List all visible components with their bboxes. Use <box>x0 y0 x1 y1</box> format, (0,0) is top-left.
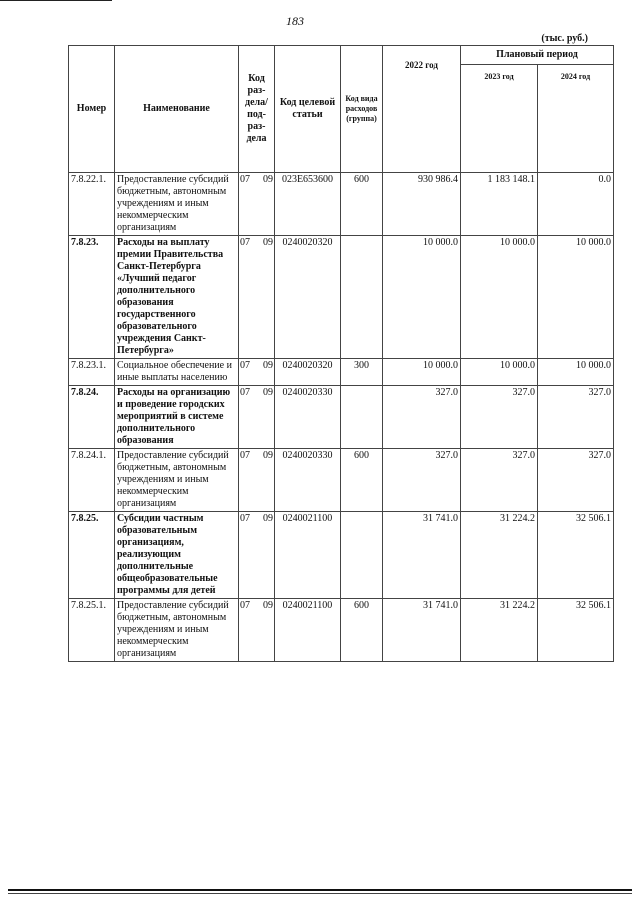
page-number: 183 <box>286 14 304 28</box>
row-name: Предоставление субсидий бюджетным, автономным учреждениям и иным некоммерческим организациям <box>115 173 239 236</box>
row-target-code: 0240020320 <box>275 359 341 386</box>
row-value-2022: 10 000.0 <box>383 236 461 359</box>
row-subsection: 09 <box>263 387 273 398</box>
header-year-2024: 2024 год <box>538 65 614 173</box>
row-subsection: 09 <box>263 360 273 371</box>
row-value-2024: 32 506.1 <box>538 512 614 599</box>
row-subsection: 09 <box>263 600 273 611</box>
units-label: (тыс. руб.) <box>541 33 588 44</box>
row-number: 7.8.24.1. <box>69 449 115 512</box>
row-value-2023: 327.0 <box>461 386 538 449</box>
row-section: 07 <box>240 387 250 398</box>
row-name: Социальное обеспечение и иные выплаты населению <box>115 359 239 386</box>
row-expense-code: 600 <box>341 599 383 662</box>
row-section: 07 <box>240 174 250 185</box>
header-section-code: Код раз-дела/ под-раз-дела <box>239 46 275 173</box>
row-target-code: 0240020330 <box>275 386 341 449</box>
row-section-code <box>239 599 275 662</box>
row-number: 7.8.24. <box>69 386 115 449</box>
row-value-2023: 1 183 148.1 <box>461 173 538 236</box>
row-value-2023: 10 000.0 <box>461 359 538 386</box>
header-year-2023: 2023 год <box>461 65 538 173</box>
table-row <box>69 359 614 386</box>
row-subsection: 09 <box>263 513 273 524</box>
row-subsection: 09 <box>263 237 273 248</box>
row-expense-code <box>341 512 383 599</box>
header-number: Номер <box>69 46 115 173</box>
row-value-2024: 0.0 <box>538 173 614 236</box>
row-section: 07 <box>240 360 250 371</box>
row-value-2024: 327.0 <box>538 449 614 512</box>
row-expense-code: 600 <box>341 173 383 236</box>
row-value-2022: 327.0 <box>383 449 461 512</box>
row-section-code <box>239 386 275 449</box>
row-value-2022: 31 741.0 <box>383 599 461 662</box>
top-rule <box>0 0 112 1</box>
table-row <box>69 599 614 662</box>
row-target-code: 0240020330 <box>275 449 341 512</box>
header-row <box>69 46 614 65</box>
header-name: Наименование <box>115 46 239 173</box>
row-number: 7.8.25.1. <box>69 599 115 662</box>
bottom-rule <box>8 889 632 891</box>
row-value-2024: 10 000.0 <box>538 236 614 359</box>
row-value-2024: 327.0 <box>538 386 614 449</box>
row-subsection: 09 <box>263 450 273 461</box>
row-value-2022: 10 000.0 <box>383 359 461 386</box>
row-number: 7.8.22.1. <box>69 173 115 236</box>
row-section-code <box>239 173 275 236</box>
header-target-code: Код целевой статьи <box>275 46 341 173</box>
row-expense-code: 300 <box>341 359 383 386</box>
row-section: 07 <box>240 237 250 248</box>
row-subsection: 09 <box>263 174 273 185</box>
row-value-2023: 31 224.2 <box>461 599 538 662</box>
row-name: Расходы на организацию и проведение городских мероприятий в системе дополнительного образования <box>115 386 239 449</box>
row-target-code: 0240021100 <box>275 599 341 662</box>
row-name: Субсидии частным образовательным организациям, реализующим дополнительные общеобразовательные программы для детей <box>115 512 239 599</box>
row-target-code: 0240021100 <box>275 512 341 599</box>
header-year-2022: 2022 год <box>383 46 461 173</box>
row-value-2023: 327.0 <box>461 449 538 512</box>
row-section: 07 <box>240 513 250 524</box>
row-section-code <box>239 512 275 599</box>
row-name: Предоставление субсидий бюджетным, автономным учреждениям и иным некоммерческим организациям <box>115 599 239 662</box>
row-section-code <box>239 449 275 512</box>
row-number: 7.8.25. <box>69 512 115 599</box>
row-value-2022: 31 741.0 <box>383 512 461 599</box>
budget-table <box>68 45 614 662</box>
row-value-2024: 10 000.0 <box>538 359 614 386</box>
table-row <box>69 449 614 512</box>
table-row <box>69 173 614 236</box>
row-section: 07 <box>240 450 250 461</box>
header-expense-code: Код вида расходов (группа) <box>341 46 383 173</box>
row-value-2023: 10 000.0 <box>461 236 538 359</box>
row-expense-code <box>341 236 383 359</box>
bottom-rule-thin <box>8 893 632 894</box>
row-section-code <box>239 236 275 359</box>
row-section-code <box>239 359 275 386</box>
row-section: 07 <box>240 600 250 611</box>
row-value-2022: 930 986.4 <box>383 173 461 236</box>
row-target-code: 023E653600 <box>275 173 341 236</box>
header-planning-period: Плановый период <box>461 46 614 65</box>
row-name: Расходы на выплату премии Правительства Санкт-Петербурга «Лучший педагог дополнительного образования государственного образовательного учреждения Санкт-Петербурга» <box>115 236 239 359</box>
row-number: 7.8.23. <box>69 236 115 359</box>
row-target-code: 0240020320 <box>275 236 341 359</box>
row-value-2022: 327.0 <box>383 386 461 449</box>
row-value-2023: 31 224.2 <box>461 512 538 599</box>
row-expense-code: 600 <box>341 449 383 512</box>
table-row <box>69 512 614 599</box>
row-expense-code <box>341 386 383 449</box>
row-value-2024: 32 506.1 <box>538 599 614 662</box>
row-name: Предоставление субсидий бюджетным, автономным учреждениям и иным некоммерческим организациям <box>115 449 239 512</box>
table-row <box>69 386 614 449</box>
table-row <box>69 236 614 359</box>
row-number: 7.8.23.1. <box>69 359 115 386</box>
